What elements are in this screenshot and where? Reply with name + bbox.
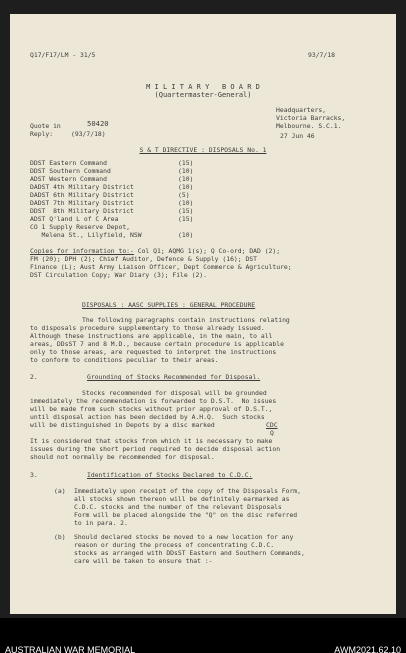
para-2-heading: Grounding of Stocks Recommended for Disposal. xyxy=(87,373,261,381)
para-3b-line: stocks as arranged with DDsST Eastern and Southern Commands, xyxy=(74,549,305,557)
para-2-number: 2. xyxy=(30,373,38,381)
para-3b-label: (b) xyxy=(54,533,66,541)
para-2-line: until disposal action has been decided by A.H.Q. Such stocks xyxy=(30,413,265,421)
para-2-line: will be distinguished in Depots by a disc marked xyxy=(30,421,215,429)
para-2-line: It is considered that stocks from which it is necessary to make xyxy=(30,437,273,445)
distribution-name: DDST 8th Military District xyxy=(30,207,134,215)
distribution-count: (10) xyxy=(178,231,194,239)
para-3-number: 3. xyxy=(30,471,38,479)
copies-text: Col Q1; AQMG 1(s); Q Co-ord; DAD (2); xyxy=(133,247,281,255)
para-3-heading: Identification of Stocks Declared to C.D.C. xyxy=(87,471,253,479)
distribution-count: (15) xyxy=(178,159,194,167)
distribution-name: ADST Western Command xyxy=(30,175,107,183)
intro-line: to conform to conditions peculiar to their areas. xyxy=(30,356,219,364)
quote-label: Quote in xyxy=(30,122,61,130)
distribution-count: (10) xyxy=(178,175,194,183)
quote-value: 50420 xyxy=(87,119,109,128)
archive-id: AWM2021.62.10 xyxy=(334,645,401,653)
document-page xyxy=(10,14,396,614)
distribution-name: ADST Q'land L of C Area xyxy=(30,215,119,223)
copies-label: Copies for information to:- xyxy=(30,247,134,255)
directive-title: S & T DIRECTIVE : DISPOSALS No. 1 xyxy=(139,146,267,154)
para-3a-line: all stocks shown thereon will be definitely earmarked as xyxy=(74,495,290,503)
distribution-name: DDST Southern Command xyxy=(30,167,111,175)
distribution-name: CO 1 Supply Reserve Depot, xyxy=(30,223,131,231)
para-3b-line: care will be taken to ensure that :- xyxy=(74,557,213,565)
address-line-2: Victoria Barracks, xyxy=(276,114,346,122)
distribution-name: DADST 6th Military District xyxy=(30,191,134,199)
intro-line: areas, DDsST 7 and 8 M.D., because certain procedure is applicable xyxy=(30,340,284,348)
distribution-count: (10) xyxy=(178,199,194,207)
distribution-count: (15) xyxy=(178,215,194,223)
board-subtitle: (Quartermaster-General) xyxy=(154,91,252,99)
copies-line-2: FM (20); DPH (2); Chief Auditor, Defence & Supply (16); DST xyxy=(30,255,258,263)
archive-footer xyxy=(0,618,406,653)
distribution-count: (15) xyxy=(178,207,194,215)
para-3b-line: reason or during the process of concentrating C.D.C. xyxy=(74,541,275,549)
section-title: DISPOSALS : AASC SUPPLIES : GENERAL PROCEDURE xyxy=(82,301,256,309)
para-3a-line: to in para. 2. xyxy=(74,519,128,527)
para-2-line: will be made from such stocks without prior approval of D.S.T., xyxy=(30,405,273,413)
intro-line: The following paragraphs contain instructions relating xyxy=(82,316,290,324)
reply-value: (93/7/18) xyxy=(71,130,106,138)
para-3a-label: (a) xyxy=(54,487,66,495)
para-2-line: immediately the recommendation is forwarded to D.S.T. No issues xyxy=(30,397,277,405)
para-2-line: issues during the short period required to decide disposal action xyxy=(30,445,281,453)
distribution-count: (10) xyxy=(178,183,194,191)
disc-mark: CDC xyxy=(266,421,278,429)
intro-line: to disposals procedure supplementary to those already issued. xyxy=(30,324,265,332)
para-3a-line: Form will be placed alongside the "Q" on the disc referred xyxy=(74,511,298,519)
intro-line: only to those areas, are requested to interpret the instructions xyxy=(30,348,277,356)
intro-line: Although these instructions are applicable, in the main, to all xyxy=(30,332,273,340)
archive-name: AUSTRALIAN WAR MEMORIAL xyxy=(5,645,136,653)
distribution-name: DDST Eastern Command xyxy=(30,159,107,167)
distribution-name: DADST 4th Military District xyxy=(30,183,134,191)
distribution-count: (10) xyxy=(178,167,194,175)
distribution-count: (5) xyxy=(178,191,190,199)
distribution-name: DADST 7th Military District xyxy=(30,199,134,207)
para-2-line: Stocks recommended for disposal will be grounded xyxy=(82,389,267,397)
distribution-name: Melena St., Lilyfield, NSW xyxy=(30,231,142,239)
date-reference: 93/7/18 xyxy=(308,51,335,59)
copies-line-3: Finance (L); Aust Army Liaison Officer, Dept Commerce & Agriculture; xyxy=(30,263,292,271)
para-3a-line: Immediately upon receipt of the copy of the Disposals Form, xyxy=(74,487,302,495)
board-title: M I L I T A R Y B O A R D xyxy=(146,83,260,91)
para-2-line: should not normally be recommended for disposal. xyxy=(30,453,215,461)
disc-sub: Q xyxy=(270,429,274,437)
address-line-1: Headquarters, xyxy=(276,106,327,114)
reply-label: Reply: xyxy=(30,130,54,138)
copies-line-4: DST Circulation Copy; War Diary (3); File (2). xyxy=(30,271,207,279)
para-3b-line: Should declared stocks be moved to a new location for any xyxy=(74,533,294,541)
file-reference: Q17/F17/LM - 31/5 xyxy=(30,51,96,59)
para-3a-line: C.D.C. stocks and the number of the relevant Disposals xyxy=(74,503,282,511)
address-line-3: Melbourne. S.C.1. xyxy=(276,122,342,130)
document-date: 27 Jun 46 xyxy=(280,132,315,140)
